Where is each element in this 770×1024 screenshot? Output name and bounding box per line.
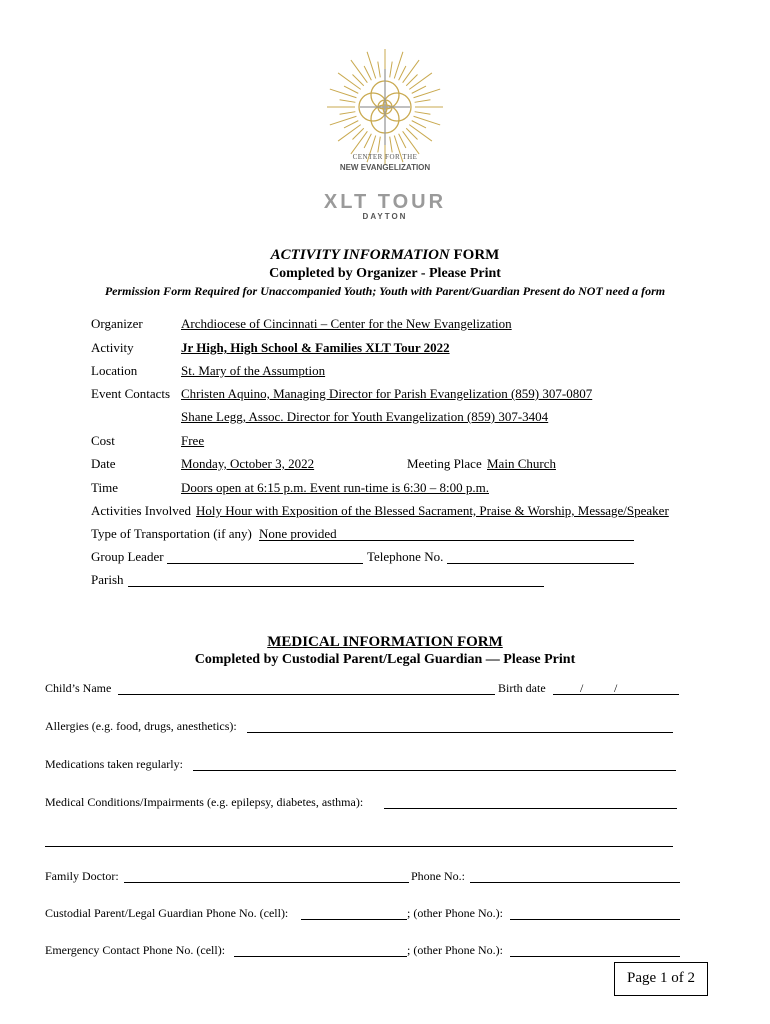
- activity-title: [0, 247, 770, 264]
- medical-title: MEDICAL INFORMATION FORM: [267, 634, 503, 650]
- meeting-place-label: Meeting Place: [407, 456, 482, 471]
- parish-field[interactable]: [128, 586, 544, 587]
- sunburst-ray: [351, 60, 367, 83]
- medications-field[interactable]: [193, 770, 676, 771]
- cost-label: Cost: [91, 433, 115, 448]
- sunburst-ray: [340, 112, 356, 115]
- date-label: Date: [91, 456, 116, 471]
- phone-field[interactable]: [470, 882, 680, 883]
- group-leader-label: Group Leader: [91, 549, 164, 564]
- other-phone-field-2[interactable]: [510, 956, 680, 957]
- conditions-label: Medical Conditions/Impairments (e.g. epilepsy, diabetes, asthma):: [45, 795, 364, 809]
- sunburst-ray: [403, 60, 419, 83]
- transport-label: Type of Transportation (if any): [91, 526, 252, 541]
- other-phone-label-2: ; (other Phone No.):: [407, 943, 503, 957]
- childs-name-field[interactable]: [118, 694, 495, 695]
- conditions-field-continued[interactable]: [45, 846, 673, 847]
- guardian-phone-field[interactable]: [301, 919, 407, 920]
- medical-subtitle: Completed by Custodial Parent/Legal Guardian — Please Print: [194, 652, 576, 667]
- sunburst-ray: [340, 100, 356, 103]
- activities-value: Holy Hour with Exposition of the Blessed Sacrament, Praise & Worship, Message/Speaker: [196, 503, 669, 518]
- phone-label: Phone No.:: [411, 869, 465, 883]
- transport-field-line[interactable]: [259, 540, 634, 541]
- permission-notice: Permission Form Required for Unaccompanied Youth; Youth with Parent/Guardian Present do NOT need a form: [104, 284, 666, 298]
- activity-title-italic: ACTIVITY INFORMATION: [270, 247, 450, 263]
- other-phone-label: ; (other Phone No.):: [407, 906, 503, 920]
- sunburst-ray: [390, 62, 393, 78]
- telephone-label: Telephone No.: [367, 549, 444, 564]
- transport-value: None provided: [259, 526, 337, 541]
- activities-label: Activities Involved: [91, 503, 192, 518]
- sunburst-ray: [399, 134, 406, 148]
- medications-label: Medications taken regularly:: [45, 757, 183, 771]
- sunburst-ray: [338, 73, 361, 89]
- activity-title-bold: FORM: [449, 247, 500, 263]
- birth-date-label: Birth date: [498, 681, 546, 695]
- family-doctor-field[interactable]: [124, 882, 409, 883]
- sunburst-ray: [344, 86, 358, 93]
- logo-tour: XLT TOUR: [323, 191, 447, 213]
- group-leader-field[interactable]: [167, 563, 363, 564]
- telephone-field[interactable]: [447, 563, 634, 564]
- sunburst-ray: [409, 73, 432, 89]
- sunburst-ray: [415, 112, 431, 115]
- sunburst-ray: [412, 121, 426, 128]
- meeting-place-value: Main Church: [487, 456, 556, 471]
- event-contact-2: Shane Legg, Assoc. Director for Youth Evangelization (859) 307-3404: [181, 409, 549, 424]
- sunburst-ray: [344, 121, 358, 128]
- birth-date-slash-1: /: [580, 681, 584, 695]
- guardian-phone-label: Custodial Parent/Legal Guardian Phone No. (cell):: [45, 906, 289, 920]
- conditions-field[interactable]: [384, 808, 677, 809]
- xlt-tour-logo: [300, 45, 470, 230]
- activity-value: Jr High, High School & Families XLT Tour 2022: [181, 340, 450, 355]
- sunburst-ray: [390, 137, 393, 153]
- sunburst-ray: [364, 66, 371, 80]
- organizer-value: Archdiocese of Cincinnati – Center for the New Evangelization: [181, 316, 512, 331]
- activity-subtitle: Completed by Organizer - Please Print: [269, 266, 501, 281]
- event-contact-1: Christen Aquino, Managing Director for Parish Evangelization (859) 307-0807: [181, 386, 593, 401]
- emergency-contact-field[interactable]: [234, 956, 407, 957]
- sunburst-ray: [338, 125, 361, 141]
- family-doctor-label: Family Doctor:: [45, 869, 119, 883]
- emergency-contact-label: Emergency Contact Phone No. (cell):: [45, 943, 226, 957]
- sunburst-ray: [415, 100, 431, 103]
- sunburst-ray: [399, 66, 406, 80]
- sunburst-ray: [409, 125, 432, 141]
- sunburst-ray: [412, 86, 426, 93]
- allergies-label: Allergies (e.g. food, drugs, anesthetics):: [45, 719, 237, 733]
- parish-label: Parish: [91, 572, 124, 587]
- sunburst-ray: [351, 131, 367, 154]
- location-label: Location: [91, 363, 138, 378]
- other-phone-field[interactable]: [510, 919, 680, 920]
- time-label: Time: [91, 480, 118, 495]
- cost-value: Free: [181, 433, 205, 448]
- page-number: Page 1 of 2: [614, 962, 708, 996]
- time-value: Doors open at 6:15 p.m. Event run-time is 6:30 – 8:00 p.m.: [181, 480, 489, 495]
- allergies-field[interactable]: [247, 732, 673, 733]
- date-value: Monday, October 3, 2022: [181, 456, 315, 471]
- organizer-label: Organizer: [91, 316, 143, 331]
- event-contacts-label: Event Contacts: [91, 386, 171, 401]
- logo-line2: NEW EVANGELIZATION: [339, 163, 431, 172]
- logo-city: DAYTON: [362, 212, 408, 221]
- sunburst-ray: [403, 131, 419, 154]
- location-value: St. Mary of the Assumption: [181, 363, 326, 378]
- sunburst-ray: [378, 62, 381, 78]
- logo-line1: CENTER FOR THE: [352, 153, 418, 161]
- sunburst-ray: [378, 137, 381, 153]
- sunburst-ray: [364, 134, 371, 148]
- activity-label: Activity: [91, 340, 134, 355]
- childs-name-label: Child’s Name: [45, 681, 112, 695]
- birth-date-slash-2: /: [614, 681, 618, 695]
